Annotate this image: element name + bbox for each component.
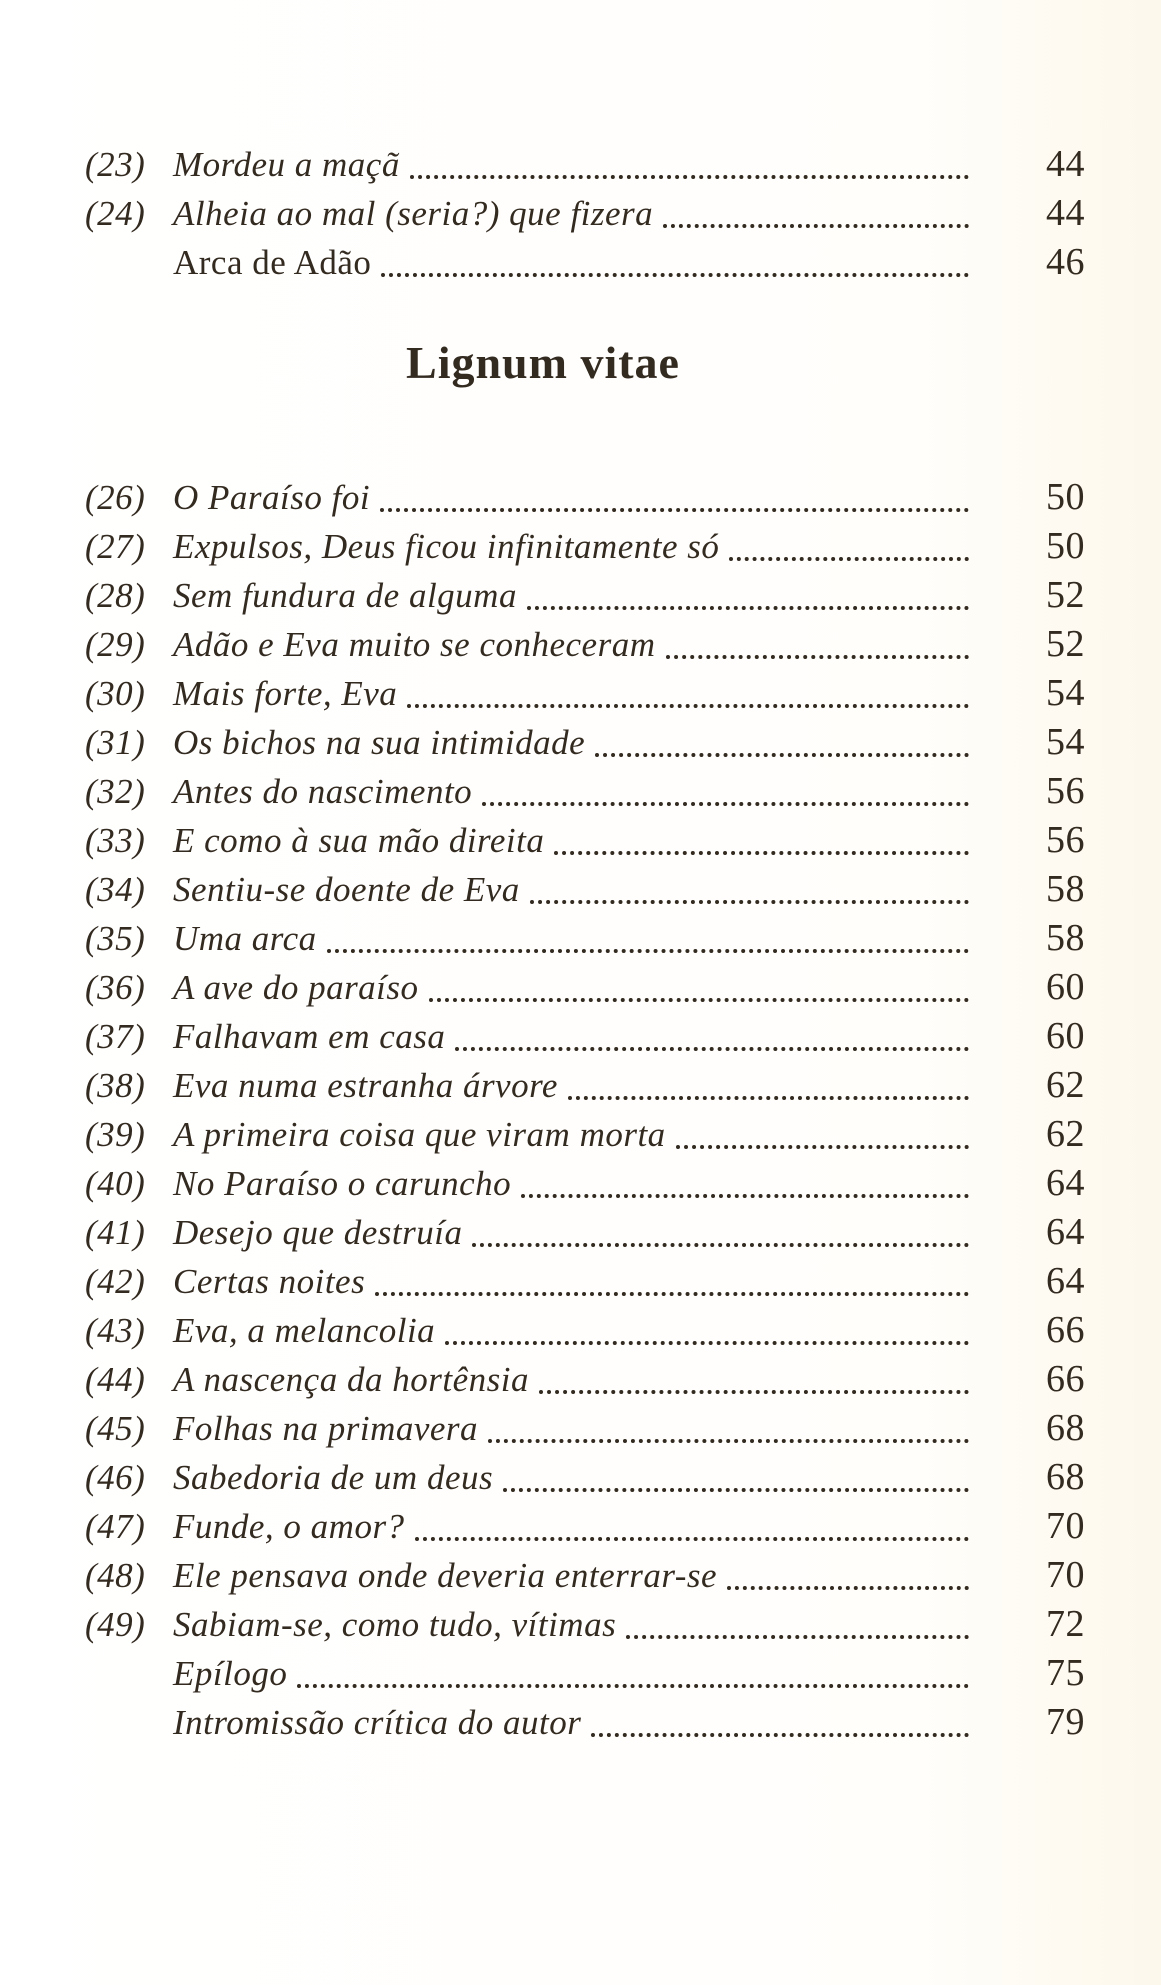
entry-number: (29) — [85, 625, 146, 664]
entry-title: Ele pensava onde deveria enterrar-se — [173, 1556, 718, 1595]
entry-number: (43) — [85, 1311, 146, 1350]
entry-number: (46) — [85, 1458, 146, 1497]
entry-number: (42) — [85, 1262, 146, 1301]
dot-leader — [527, 606, 969, 610]
entry-page-number: 64 — [1046, 1260, 1085, 1302]
toc-entry — [85, 965, 1085, 1014]
toc-entry — [85, 1210, 1085, 1259]
toc-entry — [85, 142, 1085, 191]
entry-page-number: 46 — [1046, 241, 1085, 283]
entry-page-number: 60 — [1046, 1015, 1085, 1057]
dot-leader — [482, 802, 969, 806]
entry-title: E como à sua mão direita — [173, 821, 545, 860]
entry-page-number: 66 — [1046, 1309, 1085, 1351]
entry-title: Eva numa estranha árvore — [173, 1066, 558, 1105]
entry-number: (36) — [85, 968, 146, 1007]
entry-title: Uma arca — [173, 919, 317, 958]
dot-leader — [375, 1292, 969, 1296]
dot-leader — [663, 224, 969, 228]
entry-title: Mais forte, Eva — [173, 674, 398, 713]
entry-title: Os bichos na sua intimidade — [173, 723, 586, 762]
entry-page-number: 62 — [1046, 1113, 1085, 1155]
entry-number: (40) — [85, 1164, 146, 1203]
toc-entry — [85, 1063, 1085, 1112]
toc-entry — [85, 524, 1085, 573]
dot-leader — [410, 175, 969, 179]
entry-number: (44) — [85, 1360, 146, 1399]
toc-entry — [85, 1602, 1085, 1651]
entry-number: (39) — [85, 1115, 146, 1154]
entry-title: A ave do paraíso — [173, 968, 419, 1007]
dot-leader — [297, 1684, 969, 1688]
entry-title: Falhavam em casa — [173, 1017, 446, 1056]
dot-leader — [407, 704, 969, 708]
entry-title: Funde, o amor? — [173, 1507, 405, 1546]
entry-number: (32) — [85, 772, 146, 811]
entry-title: Expulsos, Deus ficou infinitamente só — [173, 527, 720, 566]
entry-title: Certas noites — [173, 1262, 366, 1301]
dot-leader — [626, 1635, 969, 1639]
toc-entry — [85, 1406, 1085, 1455]
entry-number: (34) — [85, 870, 146, 909]
entry-number: (35) — [85, 919, 146, 958]
entry-title: A nascença da hortênsia — [173, 1360, 529, 1399]
entry-number: (47) — [85, 1507, 146, 1546]
entry-number: (48) — [85, 1556, 146, 1595]
dot-leader — [381, 273, 969, 277]
dot-leader — [666, 655, 970, 659]
toc-entry — [85, 1651, 1085, 1700]
entry-page-number: 68 — [1046, 1456, 1085, 1498]
dot-leader — [676, 1145, 969, 1149]
dot-leader — [327, 949, 969, 953]
entry-page-number: 54 — [1046, 672, 1085, 714]
dot-leader — [503, 1488, 969, 1492]
entry-number: (41) — [85, 1213, 146, 1252]
toc-entry — [85, 475, 1085, 524]
toc-entry — [85, 1014, 1085, 1063]
entry-number: (38) — [85, 1066, 146, 1105]
entry-number: (30) — [85, 674, 146, 713]
entry-page-number: 62 — [1046, 1064, 1085, 1106]
dot-leader — [429, 998, 969, 1002]
entry-title: Sem fundura de alguma — [173, 576, 517, 615]
entry-title: Intromissão crítica do autor — [173, 1703, 582, 1742]
entry-page-number: 56 — [1046, 819, 1085, 861]
entry-page-number: 56 — [1046, 770, 1085, 812]
dot-leader — [380, 508, 969, 512]
dot-leader — [530, 900, 969, 904]
dot-leader — [521, 1194, 969, 1198]
dot-leader — [539, 1390, 969, 1394]
entry-page-number: 60 — [1046, 966, 1085, 1008]
entry-number: (49) — [85, 1605, 146, 1644]
entry-page-number: 79 — [1046, 1701, 1085, 1743]
entry-page-number: 54 — [1046, 721, 1085, 763]
entry-page-number: 66 — [1046, 1358, 1085, 1400]
entry-title: Sabiam-se, como tudo, vítimas — [173, 1605, 617, 1644]
entry-title: Sentiu-se doente de Eva — [173, 870, 520, 909]
entry-page-number: 44 — [1046, 192, 1085, 234]
toc-entry — [85, 720, 1085, 769]
entry-title: Mordeu a maçã — [173, 145, 400, 184]
toc-entry — [85, 818, 1085, 867]
toc-entry — [85, 240, 1085, 289]
toc-entry — [85, 191, 1085, 240]
entry-title: Eva, a melancolia — [173, 1311, 436, 1350]
dot-leader — [415, 1537, 969, 1541]
entry-page-number: 58 — [1046, 917, 1085, 959]
section-heading: Lignum vitae — [406, 337, 680, 388]
entry-page-number: 58 — [1046, 868, 1085, 910]
dot-leader — [554, 851, 969, 855]
entry-title: Folhas na primavera — [173, 1409, 479, 1448]
toc-entry — [85, 1161, 1085, 1210]
toc-entry — [85, 867, 1085, 916]
entry-number: (28) — [85, 576, 146, 615]
dot-leader — [595, 753, 969, 757]
entry-number: (31) — [85, 723, 146, 762]
entry-title: Arca de Adão — [173, 243, 372, 282]
entry-page-number: 50 — [1046, 476, 1085, 518]
entry-page-number: 75 — [1046, 1652, 1085, 1694]
entry-page-number: 70 — [1046, 1554, 1085, 1596]
entry-title: Adão e Eva muito se conheceram — [173, 625, 656, 664]
toc-entry — [85, 1112, 1085, 1161]
entry-number: (26) — [85, 478, 146, 517]
toc-entry — [85, 1259, 1085, 1308]
toc-entry — [85, 916, 1085, 965]
entry-title: O Paraíso foi — [173, 478, 371, 517]
entry-page-number: 52 — [1046, 623, 1085, 665]
dot-leader — [472, 1243, 969, 1247]
dot-leader — [488, 1439, 969, 1443]
entry-title: Desejo que destruía — [173, 1213, 463, 1252]
entry-page-number: 52 — [1046, 574, 1085, 616]
dot-leader — [727, 1586, 969, 1590]
dot-leader — [445, 1341, 969, 1345]
toc-entry — [85, 1357, 1085, 1406]
toc-entry — [85, 671, 1085, 720]
dot-leader — [729, 557, 969, 561]
toc-entry — [85, 1700, 1085, 1749]
toc-entry — [85, 573, 1085, 622]
entry-title: A primeira coisa que viram morta — [173, 1115, 666, 1154]
toc-main-list — [85, 475, 1085, 1749]
entry-title: Epílogo — [173, 1654, 288, 1693]
toc-entry — [85, 769, 1085, 818]
entry-page-number: 68 — [1046, 1407, 1085, 1449]
entry-number: (23) — [85, 145, 146, 184]
toc-entry — [85, 622, 1085, 671]
toc-top-list — [85, 142, 1085, 289]
dot-leader — [591, 1733, 969, 1737]
entry-page-number: 72 — [1046, 1603, 1085, 1645]
entry-page-number: 50 — [1046, 525, 1085, 567]
entry-page-number: 70 — [1046, 1505, 1085, 1547]
toc-entry — [85, 1504, 1085, 1553]
entry-number: (45) — [85, 1409, 146, 1448]
entry-page-number: 64 — [1046, 1211, 1085, 1253]
entry-title: Antes do nascimento — [173, 772, 473, 811]
entry-page-number: 44 — [1046, 143, 1085, 185]
entry-title: Alheia ao mal (seria?) que fizera — [173, 194, 654, 233]
entry-number: (37) — [85, 1017, 146, 1056]
entry-page-number: 64 — [1046, 1162, 1085, 1204]
entry-number: (33) — [85, 821, 146, 860]
entry-title: Sabedoria de um deus — [173, 1458, 494, 1497]
dot-leader — [455, 1047, 969, 1051]
toc-entry — [85, 1455, 1085, 1504]
entry-number: (27) — [85, 527, 146, 566]
entry-number: (24) — [85, 194, 146, 233]
dot-leader — [568, 1096, 969, 1100]
toc-entry — [85, 1553, 1085, 1602]
toc-entry — [85, 1308, 1085, 1357]
entry-title: No Paraíso o caruncho — [173, 1164, 512, 1203]
